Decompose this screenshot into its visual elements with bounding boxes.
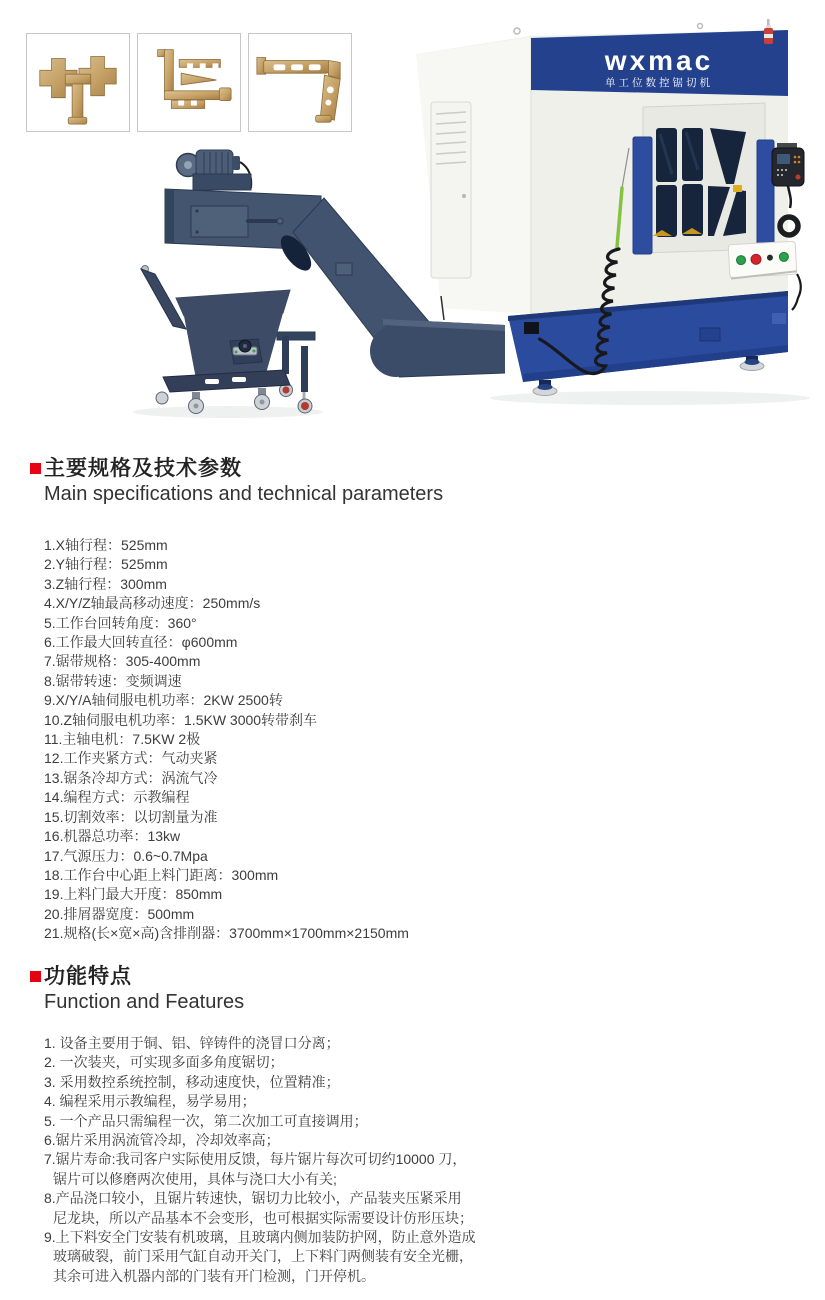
spec-item: 8.锯带转速：变频调速 bbox=[44, 672, 182, 689]
feature-line: 5. 一个产品只需编程一次，第二次加工可直接调用； bbox=[44, 1112, 368, 1129]
spec-item: 9.X/Y/A轴伺服电机功率：2KW 2500转 bbox=[44, 692, 283, 709]
casting-photo-2 bbox=[137, 33, 241, 132]
panel-cable bbox=[792, 274, 801, 310]
brand-caption: 单工位数控锯切机 bbox=[605, 77, 713, 89]
features-header bbox=[30, 964, 800, 1015]
features-list bbox=[44, 1034, 800, 1286]
brand-logo: wxmac bbox=[604, 45, 714, 76]
casting-illustration-2 bbox=[138, 34, 240, 131]
spec-item: 12.工作夹紧方式：气动夹紧 bbox=[44, 750, 218, 767]
casting-illustration-3 bbox=[249, 34, 351, 131]
spec-item: 11.主轴电机：7.5KW 2极 bbox=[44, 731, 201, 748]
spec-item: 4.X/Y/Z轴最高移动速度：250mm/s bbox=[44, 595, 261, 612]
feature-line: 8.产品浇口较小，且锯片转速快，锯切力比较小，产品装夹压紧采用 bbox=[44, 1190, 462, 1207]
door-handle-icon bbox=[462, 194, 466, 198]
spec-item: 17.气源压力：0.6~0.7Mpa bbox=[44, 847, 208, 864]
spec-item: 5.工作台回转角度：360° bbox=[44, 614, 197, 631]
caster-wheel-icon bbox=[156, 392, 168, 404]
feature-line: 其余可进入机器内部的门装有开门检测，门开停机。 bbox=[53, 1267, 375, 1284]
feature-line: 锯片可以修磨两次使用，具体与浇口大小有关; bbox=[53, 1170, 337, 1187]
spec-item: 20.排屑器宽度：500mm bbox=[44, 905, 195, 922]
feature-line: 玻璃破裂，前门采用气缸自动开关门，上下料门两侧装有安全光栅， bbox=[53, 1248, 473, 1265]
eyebolt-icon bbox=[698, 24, 703, 29]
warning-label-icon bbox=[733, 185, 742, 192]
features-title-en: Function and Features bbox=[44, 991, 245, 1013]
door-pillar-right bbox=[757, 140, 774, 248]
specs-list bbox=[44, 536, 800, 944]
inspection-panel bbox=[191, 206, 248, 237]
stop-button-icon bbox=[751, 254, 762, 265]
spec-item: 1.X轴行程：525mm bbox=[44, 537, 168, 553]
casting-photo-1 bbox=[26, 33, 130, 132]
spec-item: 10.Z轴伺服电机功率：1.5KW 3000转带刹车 bbox=[44, 711, 318, 728]
feature-line: 9.上下料安全门安装有机玻璃，且玻璃内侧加装防护网，防止意外造成 bbox=[44, 1229, 476, 1246]
red-square-bullet-icon bbox=[30, 971, 41, 982]
conveyor-leg bbox=[301, 346, 308, 392]
control-panel bbox=[728, 241, 797, 278]
spec-item: 14.编程方式：示教编程 bbox=[44, 789, 190, 806]
signal-lamp-icon bbox=[764, 19, 773, 44]
feature-line: 7.锯片寿命:我司客户实际使用反馈，每片锯片每次可切约10000 刀， bbox=[44, 1151, 467, 1168]
spec-item: 6.工作最大回转直径：φ600mm bbox=[44, 634, 238, 651]
cable-connector-box bbox=[524, 322, 539, 334]
specs-section bbox=[30, 456, 800, 944]
feature-line: 尼龙块，所以产品基本不会变形，也可根据实际需要设计仿形压块； bbox=[53, 1209, 473, 1226]
viewing-window bbox=[643, 103, 765, 253]
door-pillar-left bbox=[633, 137, 652, 254]
spec-item: 18.工作台中心距上料门距离：300mm bbox=[44, 866, 279, 883]
spec-item: 16.机器总功率：13kw bbox=[44, 828, 181, 845]
red-square-bullet-icon bbox=[30, 463, 41, 474]
spec-item: 3.Z轴行程：300mm bbox=[44, 575, 167, 592]
chip-cart bbox=[141, 266, 290, 414]
start-button-icon bbox=[736, 255, 745, 264]
conveyor-leg bbox=[282, 336, 289, 374]
cart-base-frame bbox=[163, 370, 290, 392]
side-door bbox=[431, 102, 471, 278]
conveyor-motor bbox=[196, 150, 233, 176]
feature-line: 6.锯片采用涡流管冷却，冷却效率高； bbox=[44, 1132, 280, 1149]
cable-holder-ring bbox=[780, 217, 798, 235]
casting-gallery bbox=[26, 33, 352, 132]
feature-line: 1. 设备主要用于铜、铝、锌铸件的浇冒口分离； bbox=[44, 1035, 340, 1051]
spec-item: 13.锯条冷却方式：涡流气冷 bbox=[44, 769, 218, 786]
feature-line: 2. 一次装夹，可实现多面多角度锯切； bbox=[44, 1054, 284, 1071]
casting-illustration-1 bbox=[27, 34, 129, 131]
spec-item: 7.锯带规格：305-400mm bbox=[44, 653, 201, 670]
eyebolt-icon bbox=[514, 28, 520, 34]
cart-shadow bbox=[133, 406, 323, 418]
spec-item: 2.Y轴行程：525mm bbox=[44, 556, 168, 573]
reset-button-icon bbox=[779, 252, 788, 261]
feature-line: 4. 编程采用示教编程，易学易用； bbox=[44, 1093, 256, 1110]
spec-item: 21.规格(长×宽×高)含排削器：3700mm×1700mm×2150mm bbox=[44, 925, 409, 942]
casting-photo-3 bbox=[248, 33, 352, 132]
spec-item: 19.上料门最大开度：850mm bbox=[44, 886, 223, 903]
specs-header bbox=[30, 456, 800, 507]
brand-banner bbox=[531, 30, 788, 96]
spec-item: 15.切割效率：以切割量为准 bbox=[44, 808, 218, 825]
specs-title-zh: 主要规格及技术参数 bbox=[44, 457, 242, 480]
cart-bin bbox=[176, 290, 290, 379]
estop-button-icon bbox=[796, 175, 801, 180]
features-section bbox=[30, 964, 800, 1286]
feature-line: 3. 采用数控系统控制，移动速度快，位置精准； bbox=[44, 1073, 340, 1090]
features-title-zh: 功能特点 bbox=[44, 965, 132, 988]
specs-title-en: Main specifications and technical parameters bbox=[44, 483, 444, 505]
